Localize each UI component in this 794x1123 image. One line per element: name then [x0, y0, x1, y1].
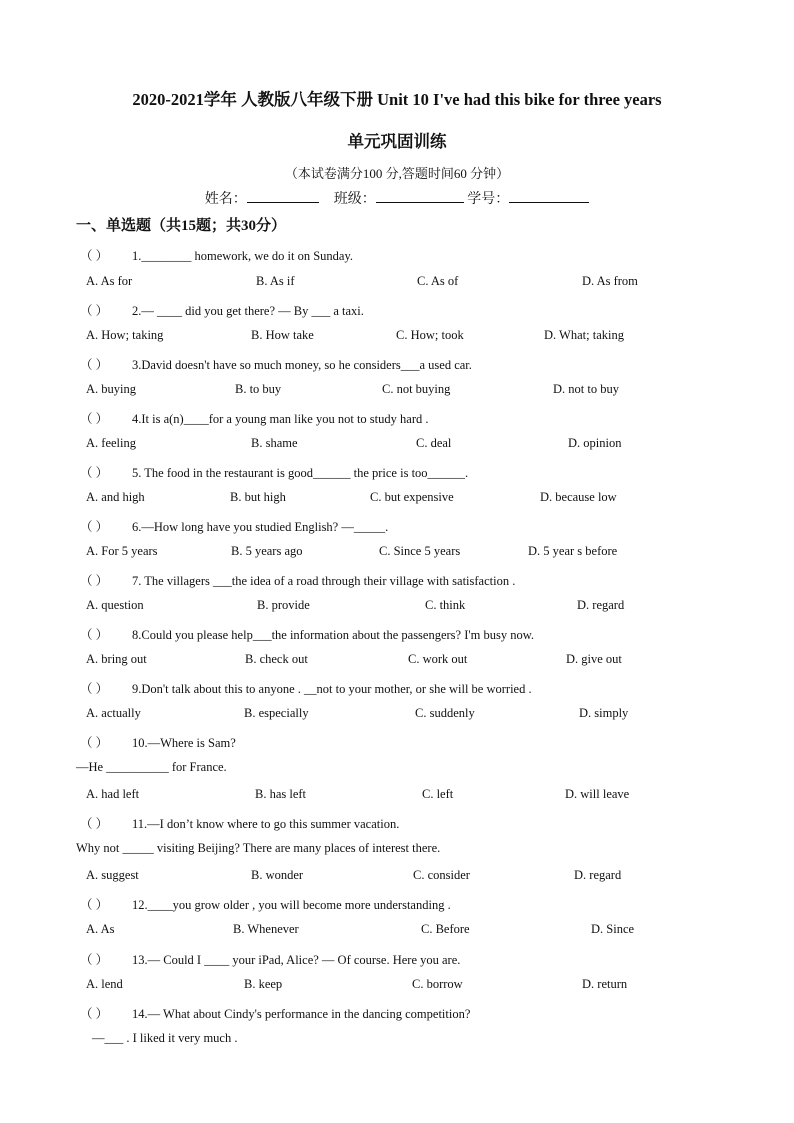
name-label: 姓名： [204, 192, 247, 207]
option-d: D. will leave [565, 787, 630, 801]
answer-parentheses[interactable]: （ ） [80, 1007, 109, 1021]
question-text: 6.—How long have you studied English? —_____. [132, 520, 389, 534]
answer-parentheses[interactable]: （ ） [80, 898, 109, 912]
option-b: B. but high [230, 490, 286, 504]
option-b: B. How take [251, 328, 314, 342]
question-text: 10.—Where is Sam? [132, 736, 236, 750]
section-title: 一、单选题（共15题；共30分） [76, 218, 287, 234]
option-d: D. What; taking [544, 328, 624, 342]
answer-parentheses[interactable]: （ ） [80, 574, 109, 588]
option-c: C. consider [413, 868, 470, 882]
question-text: 13.— Could I ____ your iPad, Alice? — Of course. Here you are. [132, 953, 461, 967]
id-blank[interactable] [509, 188, 589, 203]
question-stem [80, 463, 468, 481]
option-d: D. return [582, 977, 628, 991]
question-text: 2.— ____ did you get there? — By ___ a taxi. [132, 304, 364, 318]
question-text: 5. The food in the restaurant is good______ the price is too______. [132, 466, 469, 480]
question-continuation: Why not _____ visiting Beijing? There are many places of interest there. [76, 841, 441, 855]
question-stem [80, 517, 388, 535]
answer-parentheses[interactable]: （ ） [80, 412, 109, 426]
question-text: 12.____you grow older , you will become more understanding . [132, 898, 451, 912]
question-stem [80, 625, 534, 643]
answer-parentheses[interactable]: （ ） [80, 358, 109, 372]
option-a: A. lend [86, 977, 123, 991]
page-title: 2020-2021学年 人教版八年级下册 Unit 10 I've had this bike for three years [132, 90, 662, 109]
option-d: D. As from [582, 274, 638, 288]
option-c: C. think [425, 598, 466, 612]
option-b: B. shame [251, 436, 298, 450]
question-stem [80, 246, 353, 264]
class-label: 班级： [333, 192, 376, 207]
exam-note: （本试卷满分100 分,答题时间60 分钟） [284, 166, 510, 181]
question-stem [80, 571, 515, 589]
student-info [0, 188, 794, 208]
id-label: 学号： [467, 192, 510, 207]
question-stem [80, 679, 532, 697]
option-d: D. because low [540, 490, 617, 504]
option-b: B. Whenever [233, 922, 299, 936]
option-b: B. provide [257, 598, 310, 612]
question-stem [80, 950, 460, 968]
option-d: D. opinion [568, 436, 622, 450]
option-c: C. left [422, 787, 454, 801]
answer-parentheses[interactable]: （ ） [80, 304, 109, 318]
question-text: 9.Don't talk about this to anyone . __not to your mother, or she will be worried . [132, 682, 532, 696]
question-continuation: —He __________ for France. [76, 760, 227, 774]
option-a: A. question [86, 598, 144, 612]
answer-parentheses[interactable]: （ ） [80, 249, 109, 263]
question-continuation: —___ . I liked it very much . [92, 1031, 238, 1045]
option-d: D. Since [591, 922, 635, 936]
option-b: B. has left [255, 787, 307, 801]
option-c: C. work out [408, 652, 468, 666]
option-b: B. 5 years ago [231, 544, 303, 558]
question-text: 14.— What about Cindy's performance in the dancing competition? [132, 1007, 471, 1021]
option-a: A. and high [86, 490, 145, 504]
option-b: B. to buy [235, 382, 282, 396]
option-d: D. regard [577, 598, 625, 612]
question-stem [80, 733, 236, 751]
option-b: B. As if [256, 274, 295, 288]
option-c: C. suddenly [415, 706, 475, 720]
option-c: C. How; took [396, 328, 464, 342]
option-d: D. not to buy [553, 382, 619, 396]
option-b: B. keep [244, 977, 283, 991]
question-text: 8.Could you please help___the information about the passengers? I'm busy now. [132, 628, 535, 642]
option-a: A. buying [86, 382, 136, 396]
class-blank[interactable] [376, 188, 464, 203]
question-text: 4.It is a(n)____for a young man like you not to study hard . [132, 412, 429, 426]
option-c: C. but expensive [370, 490, 454, 504]
option-b: B. wonder [251, 868, 304, 882]
option-b: B. check out [245, 652, 308, 666]
question-text: 1.________ homework, we do it on Sunday. [132, 249, 354, 263]
option-c: C. borrow [412, 977, 463, 991]
question-stem [80, 301, 364, 319]
page-subtitle: 单元巩固训练 [347, 132, 447, 151]
option-a: A. suggest [86, 868, 139, 882]
option-c: C. As of [417, 274, 459, 288]
question-stem [80, 409, 428, 427]
option-c: C. Before [421, 922, 470, 936]
question-stem [80, 1004, 470, 1022]
option-a: A. bring out [86, 652, 147, 666]
answer-parentheses[interactable]: （ ） [80, 520, 109, 534]
option-b: B. especially [244, 706, 309, 720]
option-a: A. feeling [86, 436, 136, 450]
option-c: C. not buying [382, 382, 451, 396]
answer-parentheses[interactable]: （ ） [80, 682, 109, 696]
question-text: 7. The villagers ___the idea of a road through their village with satisfaction . [132, 574, 516, 588]
option-d: D. simply [579, 706, 629, 720]
option-a: A. As for [86, 274, 133, 288]
answer-parentheses[interactable]: （ ） [80, 953, 109, 967]
option-a: A. had left [86, 787, 140, 801]
answer-parentheses[interactable]: （ ） [80, 466, 109, 480]
question-stem [80, 895, 451, 913]
option-d: D. regard [574, 868, 622, 882]
option-d: D. give out [566, 652, 622, 666]
name-blank[interactable] [247, 188, 319, 203]
question-stem [80, 355, 472, 373]
option-a: A. For 5 years [86, 544, 158, 558]
option-c: C. Since 5 years [379, 544, 461, 558]
answer-parentheses[interactable]: （ ） [80, 817, 109, 831]
question-stem [80, 814, 399, 832]
option-a: A. actually [86, 706, 141, 720]
question-text: 11.—I don’t know where to go this summer vacation. [132, 817, 400, 831]
question-text: 3.David doesn't have so much money, so he considers___a used car. [132, 358, 472, 372]
answer-parentheses[interactable]: （ ） [80, 628, 109, 642]
option-a: A. As [86, 922, 115, 936]
option-d: D. 5 year s before [528, 544, 618, 558]
answer-parentheses[interactable]: （ ） [80, 736, 109, 750]
option-c: C. deal [416, 436, 452, 450]
option-a: A. How; taking [86, 328, 164, 342]
